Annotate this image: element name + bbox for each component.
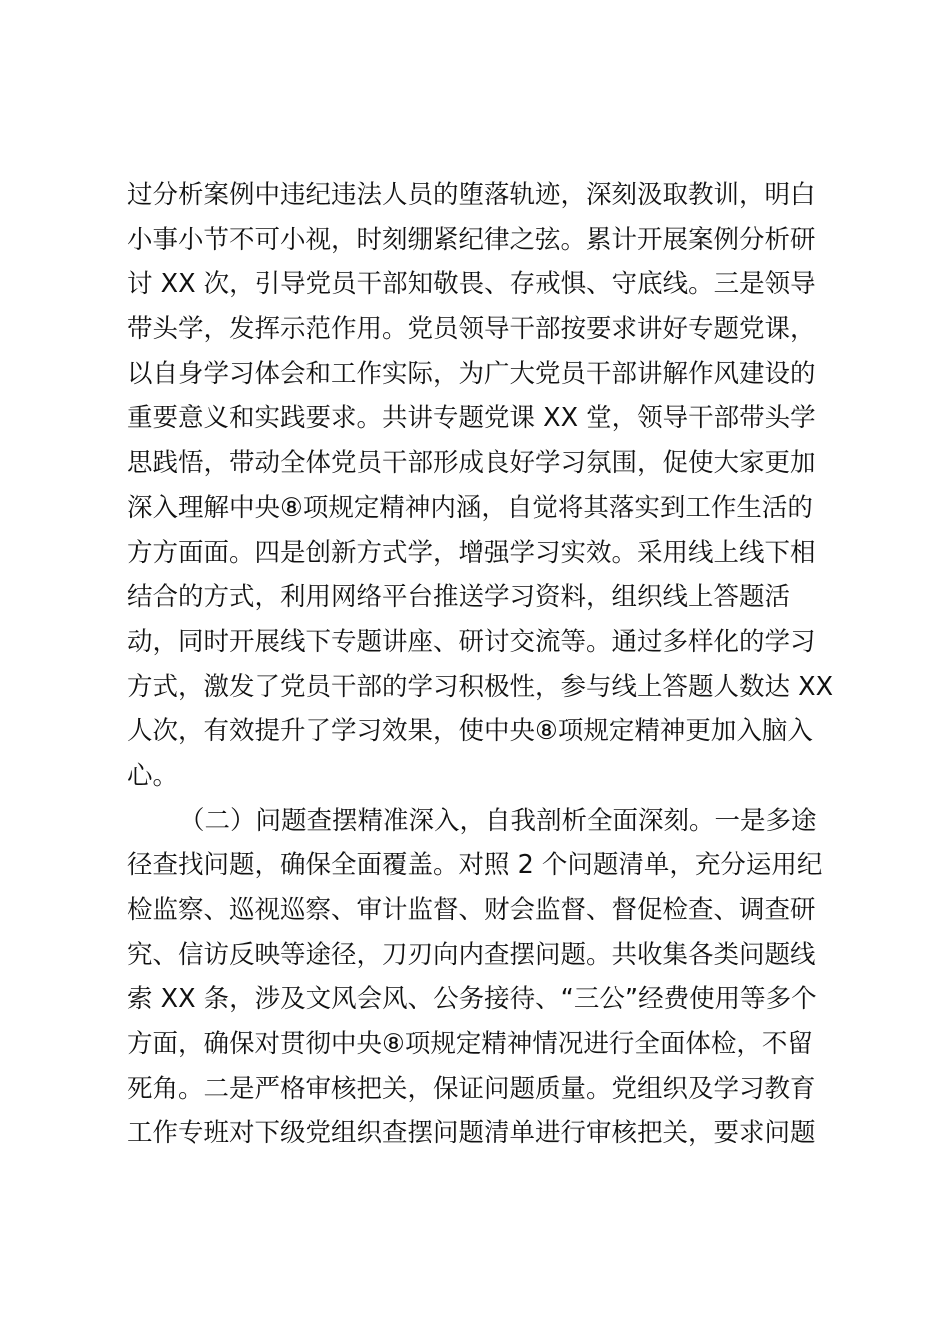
text-line: 心。 <box>127 760 179 791</box>
text-line: 讨 XX 次，引导党员干部知敬畏、存戒惧、守底线。三是领导 <box>127 269 816 300</box>
text-line: 动，同时开展线下专题讲座、研讨交流等。通过多样化的学习 <box>127 626 816 657</box>
document-body <box>127 173 834 1156</box>
text-line: 带头学，发挥示范作用。党员领导干部按要求讲好专题党课， <box>127 314 816 345</box>
text-line: 人次，有效提升了学习效果，使中央⑧项规定精神更加入脑入 <box>127 716 813 747</box>
text-line: 工作专班对下级党组织查摆问题清单进行审核把关，要求问题 <box>127 1118 816 1149</box>
text-line: 小事小节不可小视，时刻绷紧纪律之弦。累计开展案例分析研 <box>127 224 816 255</box>
text-line: 方面，确保对贯彻中央⑧项规定精神情况进行全面体检，不留 <box>127 1029 813 1060</box>
text-line: 结合的方式，利用网络平台推送学习资料，组织线上答题活 <box>127 582 791 613</box>
text-line: 检监察、巡视巡察、审计监督、财会监督、督促检查、调查研 <box>127 895 816 925</box>
text-line: 过分析案例中违纪违法人员的堕落轨迹，深刻汲取教训，明白 <box>127 180 816 210</box>
text-line: 方方面面。四是创新方式学，增强学习实效。采用线上线下相 <box>127 537 816 568</box>
text-line: 死角。二是严格审核把关，保证问题质量。党组织及学习教育 <box>127 1073 816 1104</box>
text-line: 以自身学习体会和工作实际，为广大党员干部讲解作风建设的 <box>127 358 816 389</box>
text-line: 方式，激发了党员干部的学习积极性，参与线上答题人数达 XX <box>127 671 834 702</box>
text-line: 径查找问题，确保全面覆盖。对照 2 个问题清单，充分运用纪 <box>127 850 823 881</box>
paragraph-heading-line: （二）问题查摆精准深入，自我剖析全面深刻。一是多途 <box>179 805 817 836</box>
text-line: 究、信访反映等途径，刀刃向内查摆问题。共收集各类问题线 <box>127 939 816 970</box>
text-line: 重要意义和实践要求。共讲专题党课 XX 堂，领导干部带头学 <box>127 403 816 434</box>
text-line: 索 XX 条，涉及文风会风、公务接待、“三公”经费使用等多个 <box>127 984 817 1015</box>
text-line: 深入理解中央⑧项规定精神内涵，自觉将其落实到工作生活的 <box>127 492 813 523</box>
text-line: 思践悟，带动全体党员干部形成良好学习氛围，促使大家更加 <box>127 448 816 479</box>
